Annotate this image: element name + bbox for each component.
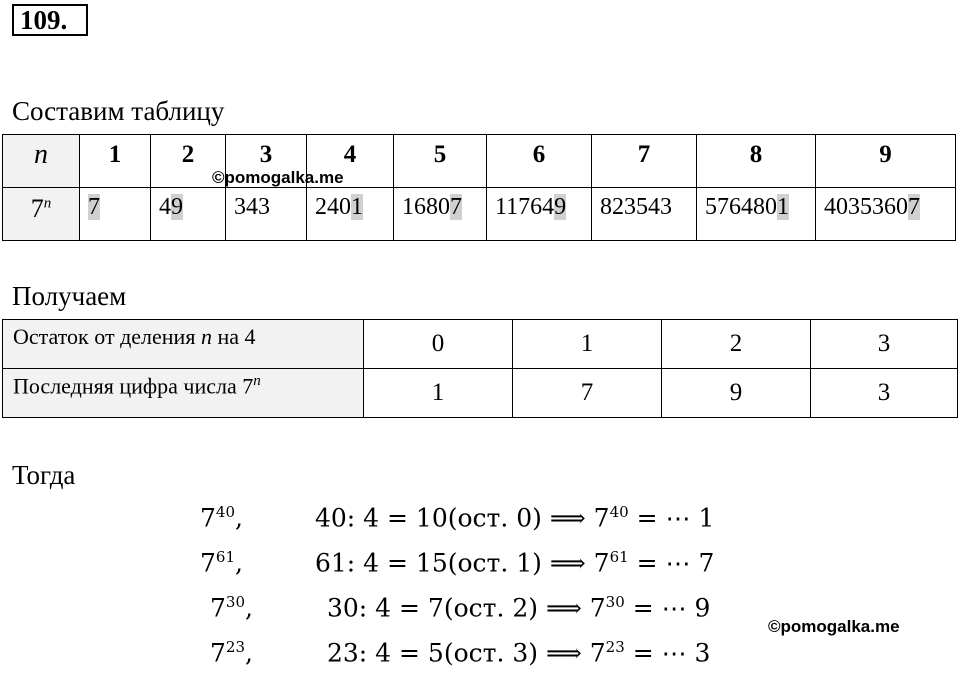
n-cell: 4: [307, 135, 394, 188]
heading-table: Составим таблицу: [12, 96, 225, 126]
last-digit-label: Последняя цифра числа 7$^n$: [3, 369, 364, 418]
power-cell: 5764801: [697, 188, 816, 241]
last-digit-highlight: 7: [450, 194, 462, 220]
power-cell: 343: [226, 188, 307, 241]
powers-table: [2, 134, 956, 241]
last-digit-highlight: 9: [171, 194, 183, 220]
n-cell: 7: [592, 135, 697, 188]
last-digit-cell: 9: [662, 369, 811, 418]
equation-body: 40: 4 = 10(ост. 0) ⟹ $7^{40}$ = ⋯ 1: [315, 503, 715, 533]
last-digit-highlight: 1: [351, 194, 363, 220]
table-row-power: [3, 188, 956, 241]
heading-then: Тогда: [12, 460, 76, 490]
equation-base: $7^{23}$,: [210, 638, 253, 668]
table-row-remainder: [3, 320, 958, 369]
equation-body: 61: 4 = 15(ост. 1) ⟹ $7^{61}$ = ⋯ 7: [315, 548, 715, 578]
power-cell: 2401: [307, 188, 394, 241]
last-digit-cell: 1: [364, 369, 513, 418]
power-cell: 40353607: [816, 188, 956, 241]
problem-number: 109.: [12, 4, 88, 36]
power-cell: 49: [151, 188, 226, 241]
equation-body: 23: 4 = 5(ост. 3) ⟹ $7^{23}$ = ⋯ 3: [327, 638, 711, 668]
n-cell: 1: [80, 135, 151, 188]
watermark: ©pomogalka.me: [768, 617, 900, 636]
last-digit-highlight: 9: [554, 194, 567, 220]
n-cell: 5: [394, 135, 487, 188]
last-digit-cell: 3: [811, 369, 958, 418]
power-cell: [80, 188, 151, 241]
remainder-cell: 3: [811, 320, 958, 369]
remainder-table: [2, 319, 958, 418]
power-cell: 823543: [592, 188, 697, 241]
heading-result: Получаем: [12, 281, 127, 311]
last-digit-highlight: 1: [777, 194, 789, 220]
equation-base: $7^{40}$,: [200, 503, 243, 533]
last-digit-highlight: 3: [258, 194, 270, 220]
n-cell: 9: [816, 135, 956, 188]
last-digit-cell: 7: [513, 369, 662, 418]
remainder-cell: 1: [513, 320, 662, 369]
remainder-cell: 2: [662, 320, 811, 369]
equation-base: $7^{61}$,: [200, 548, 243, 578]
n-cell: 8: [697, 135, 816, 188]
last-digit-highlight: 7: [88, 194, 100, 220]
n-cell: 2: [151, 135, 226, 188]
last-digit-highlight: 7: [908, 194, 920, 220]
remainder-cell: 0: [364, 320, 513, 369]
n-cell: 3: [226, 135, 307, 188]
n-cell: 6: [487, 135, 592, 188]
equation-body: 30: 4 = 7(ост. 2) ⟹ $7^{30}$ = ⋯ 9: [327, 593, 711, 623]
table-row-last-digit: [3, 369, 958, 418]
power-cell: 117649: [487, 188, 592, 241]
remainder-label: Остаток от деления n на 4: [3, 320, 364, 369]
watermark: ©pomogalka.me: [212, 168, 344, 187]
equation-base: $7^{30}$,: [210, 593, 253, 623]
last-digit-highlight: 3: [660, 194, 672, 220]
n-label: n: [3, 135, 80, 188]
power-cell: 16807: [394, 188, 487, 241]
table-row-n: [3, 135, 956, 188]
power-label: 7$^n$: [3, 188, 80, 241]
